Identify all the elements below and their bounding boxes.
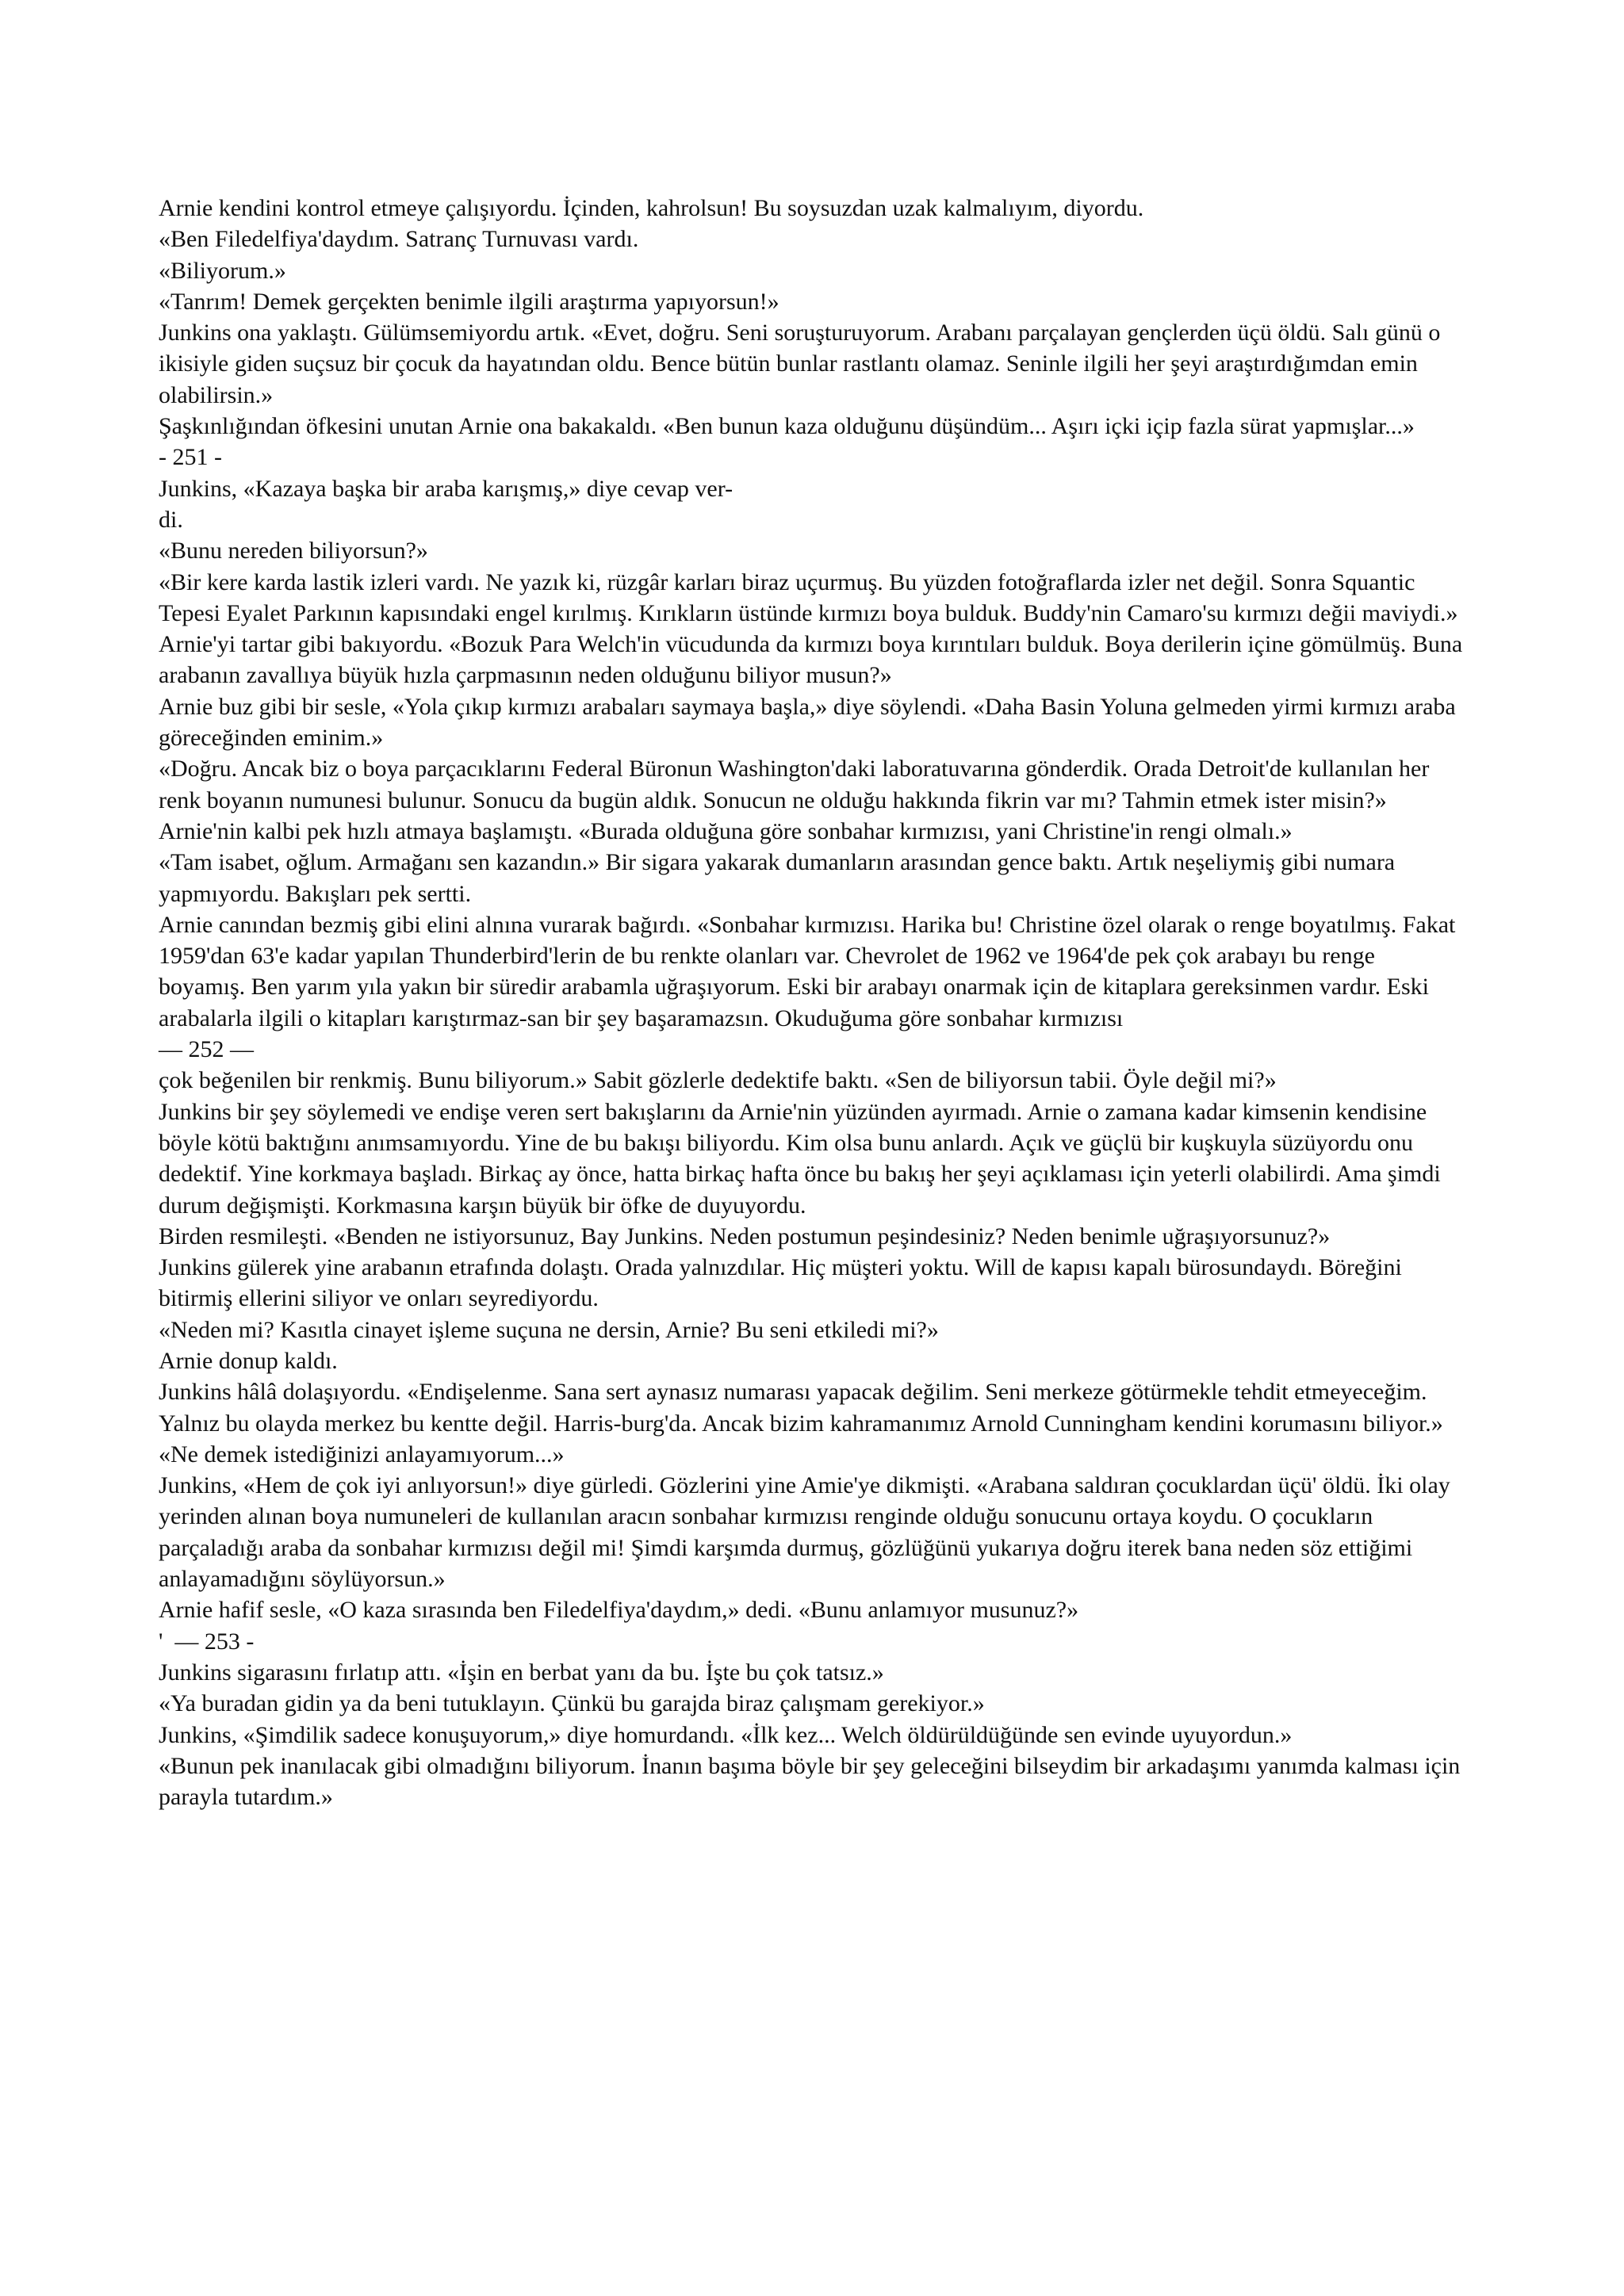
paragraph: Arnie canından bezmiş gibi elini alnına vurarak bağırdı. «Sonbahar kırmızısı. Harika bu! Christine özel olarak o renge boyatılmış. Fakat 1959'dan 63'e kadar yapılan Thunderbird'lerin de bu renkte olanları var. Chevrolet de 1962 ve 1964'de pek çok arabayı bu renge boyamış. Ben yarım yıla yakın bir süredir arabamla uğraşıyorum. Eski bir arabayı onarmak için de kitaplara gereksinmen vardır. Eski arabalarla ilgili o kitapları karıştırmaz-san bir şey başaramazsın. Okuduğuma göre sonbahar kırmızısı [159,911,1456,1031]
paragraph: «Biliyorum.» [159,257,286,284]
paragraph: Birden resmileşti. «Benden ne istiyorsunuz, Bay Junkins. Neden postumun peşindesiniz? Neden benimle uğraşıyorsunuz?» [159,1223,1331,1249]
paragraph: «Ne demek istediğinizi anlayamıyorum...» [159,1441,565,1468]
page-number: - 251 - [159,444,222,471]
paragraph: di. [159,506,183,533]
paragraph: Junkins ona yaklaştı. Gülümsemiyordu artık. «Evet, doğru. Seni soruşturuyorum. Arabanı parçalayan gençlerden üçü öldü. Salı günü o ikisiyle giden suçsuz bir çocuk da hayatından oldu. Bence bütün bunlar rastlantı olamaz. Seninle ilgili her şeyi araştırdığımdan emin olabilirsin.» [159,320,1441,408]
page-number: ' — 253 - [159,1628,255,1655]
paragraph: Junkins, «Şimdilik sadece konuşuyorum,» diye homurdandı. «İlk kez... Welch öldürüldüğünde sen evinde uyuyordun.» [159,1721,1293,1748]
paragraph: «Tanrım! Demek gerçekten benimle ilgili araştırma yapıyorsun!» [159,288,779,315]
paragraph: «Doğru. Ancak biz o boya parçacıklarını Federal Büronun Washington'daki laboratuvarına gönderdik. Orada Detroit'de kullanılan her renk boyanın numunesi bulunur. Sonucu da bugün aldık. Sonucun ne olduğu hakkında fikrin var mı? Tahmin etmek ister misin?» [159,756,1430,813]
paragraph: Arnie donup kaldı. [159,1347,338,1374]
paragraph: Junkins, «Hem de çok iyi anlıyorsun!» diye gürledi. Gözlerini yine Amie'ye dikmişti. «Arabana saldıran çocuklardan üçü' öldü. İki olay yerinden alınan boya numuneleri de kullanılan aracın sonbahar kırmızısı renginde olduğu sonucunu ortaya koydu. O çocukların parçaladığı araba da sonbahar kırmızısı değil mi! Şimdi karşımda durmuş, gözlüğünü yukarıya doğru iterek bana neden söz ettiğimi anlayamadığını söylüyorsun.» [159,1472,1450,1593]
paragraph: «Tam isabet, oğlum. Armağanı sen kazandın.» Bir sigara yakarak dumanların arasından gence baktı. Artık neşeliymiş gibi numara yapmıyordu. Bakışları pek sertti. [159,849,1396,907]
paragraph: Junkins gülerek yine arabanın etrafında dolaştı. Orada yalnızdılar. Hiç müşteri yoktu. Will de kapısı kapalı bürosundaydı. Böreğini bitirmiş ellerini siliyor ve onları seyrediyordu. [159,1254,1402,1312]
paragraph: «Ya buradan gidin ya da beni tutuklayın. Çünkü bu garajda biraz çalışmam gerekiyor.» [159,1690,985,1717]
paragraph: Junkins hâlâ dolaşıyordu. «Endişelenme. Sana sert aynasız numarası yapacak değilim. Seni merkeze götürmekle tehdit etmeyeceğim. Yalnız bu olayda merkez bu kentte değil. Harris-burg'da. Ancak bizim kahramanımız Arnold Cunningham kendini korumasını biliyor.» [159,1379,1443,1437]
paragraph: «Bunun pek inanılacak gibi olmadığını biliyorum. İnanın başıma böyle bir şey geleceğini bilseydim bir arkadaşımı yanımda kalması için parayla tutardım.» [159,1752,1461,1811]
paragraph: «Bunu nereden biliyorsun?» [159,538,428,564]
paragraph: Arnie hafif sesle, «O kaza sırasında ben Filedelfiya'daydım,» dedi. «Bunu anlamıyor musunuz?» [159,1597,1079,1624]
paragraph: «Neden mi? Kasıtla cinayet işleme suçuna ne dersin, Arnie? Bu seni etkiledi mi?» [159,1316,939,1343]
document-page [159,193,1463,1812]
paragraph: Arnie buz gibi bir sesle, «Yola çıkıp kırmızı arabaları saymaya başla,» diye söylendi. «Daha Basin Yoluna gelmeden yirmi kırmızı araba göreceğinden eminim.» [159,693,1456,752]
paragraph: Junkins sigarasını fırlatıp attı. «İşin en berbat yanı da bu. İşte bu çok tatsız.» [159,1659,884,1686]
paragraph: Arnie'nin kalbi pek hızlı atmaya başlamıştı. «Burada olduğuna göre sonbahar kırmızısı, yani Christine'in rengi olmalı.» [159,817,1293,844]
page-number: — 252 — [159,1036,254,1063]
paragraph: Junkins bir şey söylemedi ve endişe veren sert bakışlarını da Arnie'nin yüzünden ayırmadı. Arnie o zamana kadar kimsenin kendisine böyle kötü baktığını anımsamıyordu. Yine de bu bakışı biliyordu. Kim olsa bunu anlardı. Açık ve güçlü bir kuşkuyla süzüyordu onu dedektif. Yine korkmaya başladı. Birkaç ay önce, hatta birkaç hafta önce bu bakış her şeyi açıklaması için yeterli olabilirdi. Ama şimdi durum değişmişti. Korkmasına karşın büyük bir öfke de duyuyordu. [159,1098,1441,1219]
paragraph: «Ben Filedelfiya'daydım. Satranç Turnuvası vardı. [159,226,639,253]
paragraph: Şaşkınlığından öfkesini unutan Arnie ona bakakaldı. «Ben bunun kaza olduğunu düşündüm... Aşırı içki içip fazla sürat yapmışlar...» [159,413,1415,440]
paragraph: «Bir kere karda lastik izleri vardı. Ne yazık ki, rüzgâr karları biraz uçurmuş. Bu yüzden fotoğraflarda izler net değil. Sonra Squantic Tepesi Eyalet Parkının kapısındaki engel kırılmış. Kırıkların üstünde kırmızı boya bulduk. Buddy'nin Camaro'su kırmızı değii maviydi.» [159,568,1458,626]
paragraph: çok beğenilen bir renkmiş. Bunu biliyorum.» Sabit gözlerle dedektife baktı. «Sen de biliyorsun tabii. Öyle değil mi?» [159,1067,1277,1094]
paragraph: Arnie kendini kontrol etmeye çalışıyordu. İçinden, kahrolsun! Bu soysuzdan uzak kalmalıyım, diyordu. [159,195,1144,221]
paragraph: Arnie'yi tartar gibi bakıyordu. «Bozuk Para Welch'in vücudunda da kırmızı boya kırıntıları bulduk. Boya derilerin içine gömülmüş. Buna arabanın zavallıya büyük hızla çarpmasının neden olduğunu biliyor musun?» [159,631,1463,689]
paragraph: Junkins, «Kazaya başka bir araba karışmış,» diye cevap ver- [159,475,733,502]
